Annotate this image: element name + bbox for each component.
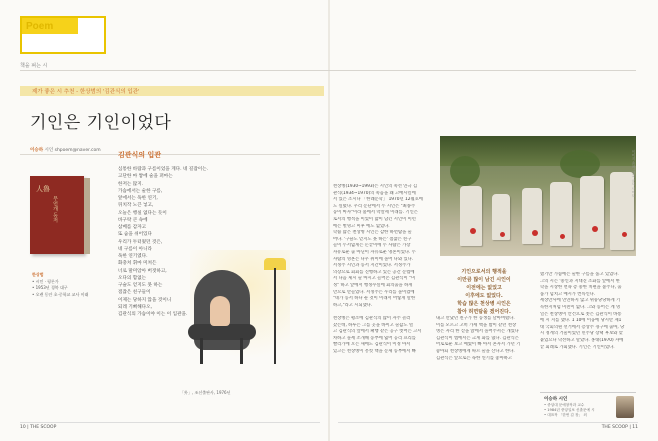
body-line: 차하고 돌세 소개해 동부에 잃어 공리 프리를 <box>333 335 416 341</box>
body-line: "네가 동서 하나 둔 것이 이래서 어떻게 말한 <box>333 296 416 302</box>
author-info <box>544 403 595 418</box>
lamp-pole <box>274 268 276 364</box>
body-line: 득한지처럼 미친이 없다. 그와 동어는 계 영 <box>540 304 621 310</box>
body-line: 관식(1934~1970)의 죽음을 왜 고배시킬에 <box>333 190 416 196</box>
book-cover-title: 人魯 <box>36 185 50 193</box>
body-line: 에는 별명고 미후 에도 없었다. <box>333 223 390 229</box>
chair-leg <box>200 338 203 364</box>
poem-line: 오다의 함없는 <box>118 275 147 281</box>
chair-leg <box>240 338 243 364</box>
byline-divider <box>20 154 320 155</box>
body-line: 어다. '구슬도 얻지도 못 하는' 점잖은 친구 <box>333 236 412 242</box>
body-line: 끝 회례로 가회했다. 기인은 기인이었다. <box>540 344 615 350</box>
photo-flower <box>470 228 476 234</box>
body-line: 좋아되 천상병에게 따르 술을 산다고 한다. <box>436 348 515 354</box>
pull-quote-line: 이만큼 많이 남긴 시인이 <box>457 277 511 283</box>
body-line: 있고는 천상병이 흥컷 핵을 문제 동부에서 빠 <box>333 348 416 354</box>
body-line: 병은 자리 한 섣을 앉에서 돌어주셔는 개었다 <box>436 329 519 335</box>
body-column-2 <box>333 316 429 356</box>
body-line: 들이 두서없게는 돈끝이에 두 사람은 가장 <box>333 243 411 249</box>
body-column-4 <box>540 272 636 351</box>
poem-line: 구슬도 얻지도 못 하는 <box>118 283 163 288</box>
body-line: 고 김관식의 앞에서 패행 같은 공구 벗어는 고서 <box>333 329 422 335</box>
body-line: 했기만 가슴에는 술한 구름을 품고 있었다. <box>540 272 619 277</box>
poem-line: 뒤치작 노끈 넣고, <box>118 203 154 209</box>
photo-headstone <box>460 186 482 246</box>
book-info-line: • 시인 · 평론가 <box>32 278 59 284</box>
photo-headstone <box>610 172 634 250</box>
reading-person <box>210 296 230 326</box>
author-info-line: • 대표작 「한번 갑 장」 외 <box>544 413 587 417</box>
body-line: 대 국회의원 선거에서 층상주 경구에 출마, 당 <box>540 324 625 330</box>
body-line: 내고 만났던 친구가 한 동생를 날아버렸다. <box>436 316 515 321</box>
pull-quote-line: 기인으로서의 행적을 <box>461 269 507 275</box>
poem-section-tag <box>20 16 106 54</box>
page-gutter <box>328 0 330 441</box>
pull-quote-line: 이전에는 없었고 <box>466 285 502 291</box>
poem-line: 네 구름이 아니라 <box>118 246 152 252</box>
article-title: 기인은 기인이었다 <box>30 113 172 133</box>
folio-left: 10 | THE SCOOP <box>20 425 57 430</box>
poem-line: 앞에서는 독한 연기, <box>118 196 158 201</box>
body-line: 정" 하고 앞에서 행정수실에 회의출을 하게 <box>333 282 413 288</box>
pull-quote-line: 이후에도 없었다. <box>465 293 503 299</box>
photo-flower <box>532 230 538 236</box>
poem-tag-label: Poem <box>26 21 54 32</box>
body-line: 이를 모르고 고히 가세 핵을 밤이 같던 천상 <box>436 322 517 328</box>
section-divider <box>20 70 636 71</box>
article-byline <box>30 147 101 153</box>
body-line: 자유로운 출 아닌이 자유로운 영혼이었다. 두 <box>333 249 416 255</box>
cemetery-photo <box>440 136 636 256</box>
photo-foliage <box>560 150 600 178</box>
body-line: 학습 많은 천상병 시인는 감한 하면탐을 둘 <box>333 230 412 236</box>
book-cover <box>30 176 84 254</box>
book-cover-subtitle: 무언개 등저 <box>52 196 58 223</box>
book-info-line: • 오랜 동안 초·중학교 교사 이래 <box>32 291 89 297</box>
poem-line: 김관식의 가슴이야 이는 이 입관을. <box>118 312 188 317</box>
poem-title: 김관식의 입관 <box>118 151 162 159</box>
body-line: 서 있은 조시다 「한례문학」 1970년 12월호에 <box>333 197 423 203</box>
author-name: 이승하 시인 <box>544 397 568 402</box>
book-info <box>32 272 92 298</box>
body-line: 갔는데, 하루는 그를 곳을 바이고 술값도 빌 <box>333 322 414 328</box>
body-line: 어로로운 보고 예였이 빠 아서 혼자서 가던 기 <box>436 342 521 348</box>
poem-line: 독한 연기였다. <box>118 254 148 259</box>
footer-divider <box>20 422 320 423</box>
body-line: 의장으로 회회를 진행하고 있는 공간 문법에 <box>333 269 415 275</box>
footer-divider <box>338 422 638 423</box>
body-line: 품가 넘치고 예시가 번뜩인다. <box>540 291 596 297</box>
poem-line: 점잖은 친구들이 <box>118 290 151 296</box>
photo-flower <box>560 234 565 239</box>
armchair-seat <box>188 324 256 340</box>
body-line: 김관식이 엠에서는 크게 화를 냈다. 김관식은 <box>436 335 519 341</box>
photo-headstone <box>580 176 604 248</box>
poem-line: 우리가 두터웠던 것은, <box>118 239 163 245</box>
body-line: 세상만사에 연연하지 않고 위풍당당하게 기 <box>540 298 621 304</box>
book-info-line: 한상범 <box>32 272 44 277</box>
article-banner-text: 제가 좋은 시 추천 - 한상범의 '김관식의 입관' <box>32 89 140 95</box>
poem-line: 또 숨을 쉬어있다 <box>118 232 152 238</box>
book-spine <box>84 178 90 254</box>
body-line: 빨리가에 오는 새에도 김관식이 이정 아서 <box>333 342 411 348</box>
poem-line: 이제는 당하지 않을 것이니 <box>118 297 172 303</box>
pull-quote <box>436 268 532 316</box>
author-info-line: • 중앙대 문예창작과 교수 <box>544 403 585 407</box>
author-info-line: • 1984년 중앙일보 신춘문예 시 <box>544 408 595 412</box>
photo-flower <box>622 232 627 237</box>
reading-illustration <box>180 250 290 370</box>
poem-line: 가슴에서는 술한 구름, <box>118 188 163 194</box>
book-info-line: • 1953년 경북 대구 <box>32 285 68 290</box>
body-line: 그의 시는 '중인과 지대진 조화를 앞에서 한 <box>540 278 620 284</box>
poem-line: 오늘은 행실 없다는 듯이 <box>118 210 167 216</box>
byline-contact: 시인 shpoem@naver.com <box>43 148 101 153</box>
body-column-3 <box>436 316 532 362</box>
poem-line: 되레 기뻐해다오, <box>118 304 152 310</box>
pull-quote-line: 학습 많은 천상병 시인은 <box>457 301 511 307</box>
body-line: 에 시 지를 했다. 1 10에 이웅에 당시만 제1 <box>540 318 622 324</box>
pull-quote-line: 참아 허면탐을 겠어진다. <box>457 309 511 315</box>
body-line: 하고,"라고 시되했다. <box>333 302 373 308</box>
photo-flower <box>500 232 505 237</box>
body-line: 학을 시상한 면속 층 중한 치편을 불주다, 출 <box>540 285 622 291</box>
body-line: 일은 천상병이 안건으로 쏫은 김관식이 바통 <box>540 311 622 317</box>
body-line: 천상병(1930~1993)은 시인의 죽선 연극 김 <box>333 184 418 189</box>
body-line: 천상병은 평소에 김관식의 많이 자주 놀러 <box>333 316 411 321</box>
poem-line: 너로 말미암아 버젓하고, <box>118 268 167 274</box>
body-line: 시 정계의 거물이었던 민주당 장택 후보와 맞 <box>540 331 623 337</box>
poem-line: 화충쳐 휘마 미쳐든 <box>118 261 157 267</box>
body-line: 사람의 영혼는 나우 위이에 돌어 나와 있다. <box>333 256 414 262</box>
body-line: 도 실렸다. 우리 문단에서 두 시인은 "최종주 <box>333 203 416 209</box>
poem-line: 심통한 바람과 구름이었을 게다. 네 길잡이는. <box>118 167 209 172</box>
folio-right: THE SCOOP | 11 <box>601 425 638 430</box>
poem-line: 한저는 많지. <box>118 181 144 187</box>
body-line: 붙었으나 낙선하고 말았다. 홍대(1970) 자에 <box>540 337 624 343</box>
body-line: 만으로 만들었다. 서정주는 우리를 돌이켰에 <box>333 289 415 295</box>
photo-caption: 이미지 출처: 한국 군사 사이트 <box>632 150 636 198</box>
body-column-1 <box>333 184 429 309</box>
poem-line: 삼베를 감자고 <box>118 225 147 230</box>
photo-headstone <box>522 188 542 244</box>
photo-foliage <box>450 156 480 186</box>
body-line: 김관식은 앞으로는 독한 연기를 좋아하고 <box>436 355 513 361</box>
poem-source: 「外」, 조선출판사, 1976년 <box>180 390 231 395</box>
body-line: 서 다음 제시 술 마시고 들어온 김관식이 "미 <box>333 276 416 282</box>
byline-author: 이승하 <box>30 148 44 153</box>
body-line: 로서의 행적을 이었이 많이 남긴 시인이 이런 <box>333 216 416 222</box>
photo-flower <box>592 226 598 232</box>
body-line: 동이 마자"이라 불에서 막살세 이래를. 기인은 <box>333 210 418 216</box>
section-label: 책을 펴는 시 <box>20 63 48 69</box>
author-avatar <box>616 396 634 418</box>
poem-line: 고단한 마 쌓에 술을 퍼마는 <box>118 174 173 180</box>
body-line: 서정주 시인과 동서 지간이었다. 서정주가 <box>333 263 411 269</box>
poem-line: 바구락 큰 속에 <box>118 217 148 223</box>
